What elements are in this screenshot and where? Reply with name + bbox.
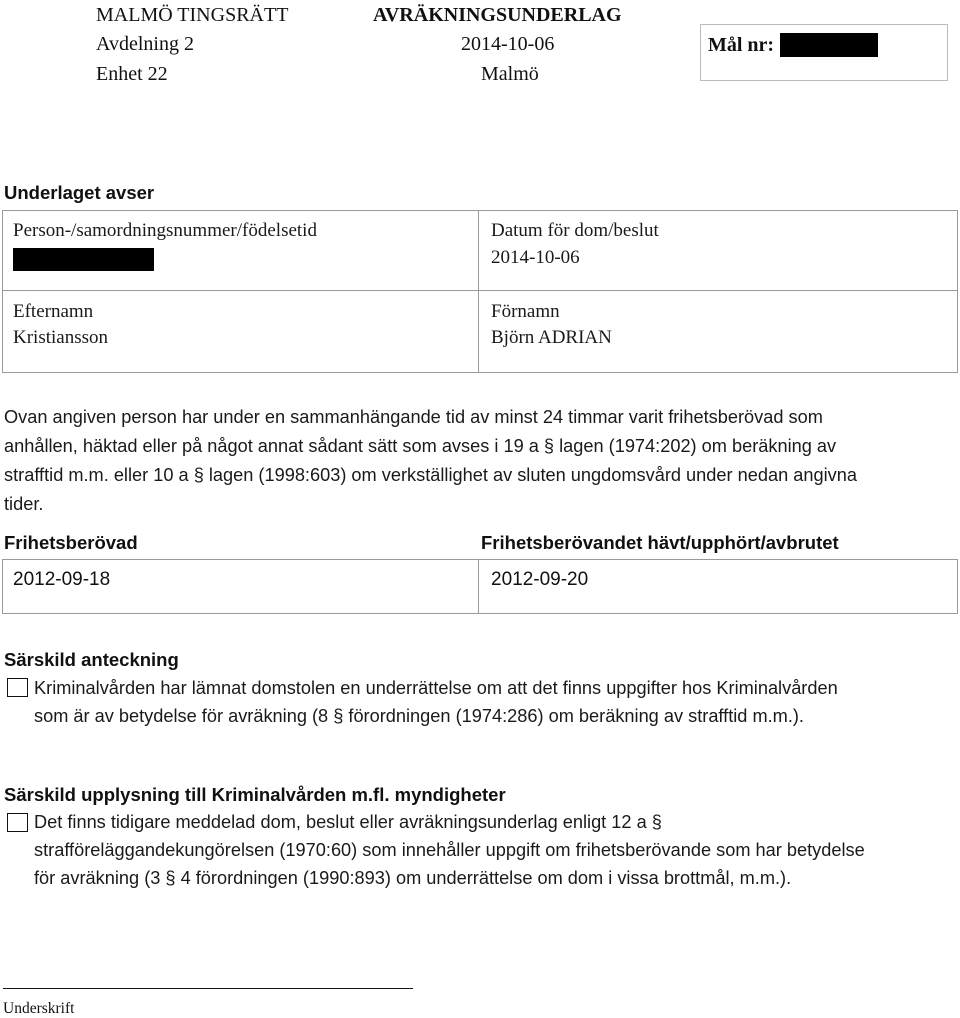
statement-line: strafftid m.m. eller 10 a § lagen (1998:603) om verkställighet av sluten ungdomsvård under nedan angivna	[4, 465, 857, 485]
special-info-text-line: strafföreläggandekungörelsen (1970:60) som innehåller uppgift om frihetsberövande som har betydelse	[34, 840, 865, 860]
special-note-text-line: som är av betydelse för avräkning (8 § förordningen (1974:286) om beräkning av strafftid m.m.).	[34, 706, 804, 726]
decision-date-value: 2014-10-06	[491, 247, 580, 268]
firstname-label: Förnamn	[491, 301, 560, 322]
special-note-text-line: Kriminalvården har lämnat domstolen en underrättelse om att det finns uppgifter hos Kriminalvården	[34, 678, 838, 698]
statement-line: anhållen, häktad eller på något annat sådant sätt som avses i 19 a § lagen (1974:202) om beräkning av	[4, 436, 837, 456]
subject-table-divider-vertical	[478, 210, 479, 373]
case-number-box	[700, 24, 948, 81]
detention-to-value: 2012-09-20	[491, 569, 589, 590]
id-redaction	[13, 248, 154, 271]
special-note-heading: Särskild anteckning	[4, 649, 179, 670]
signature-label: Underskrift	[3, 1000, 75, 1017]
special-info-text-line: för avräkning (3 § 4 förordningen (1990:893) om underrättelse om dom i vissa brottmål, m.m.).	[34, 868, 792, 888]
statement-line: tider.	[4, 494, 44, 514]
special-note-checkbox[interactable]	[7, 678, 28, 697]
unit: Enhet 22	[96, 63, 168, 85]
special-info-checkbox[interactable]	[7, 813, 28, 832]
document-title: AVRÄKNINGSUNDERLAG	[373, 4, 622, 26]
period-table	[2, 559, 958, 614]
header-date: 2014-10-06	[461, 33, 555, 55]
signature-line	[3, 988, 413, 989]
subject-heading: Underlaget avser	[4, 182, 155, 203]
period-table-divider	[478, 559, 479, 614]
detention-from-label: Frihetsberövad	[4, 532, 138, 553]
case-number-redaction	[780, 33, 878, 57]
city: Malmö	[481, 63, 539, 85]
case-number-label: Mål nr:	[708, 34, 775, 56]
court-name: MALMÖ TINGSRÄTT	[96, 4, 289, 26]
statement-line: Ovan angiven person har under en sammanhängande tid av minst 24 timmar varit frihetsberövad som	[4, 407, 823, 427]
detention-to-label: Frihetsberövandet hävt/upphört/avbrutet	[481, 532, 839, 553]
surname-label: Efternamn	[13, 301, 94, 322]
division: Avdelning 2	[96, 33, 194, 55]
detention-from-value: 2012-09-18	[13, 569, 111, 590]
special-info-heading: Särskild upplysning till Kriminalvården m.fl. myndigheter	[4, 784, 506, 805]
id-label: Person-/samordningsnummer/födelsetid	[13, 220, 317, 241]
firstname-value: Björn ADRIAN	[491, 327, 612, 348]
decision-date-label: Datum för dom/beslut	[491, 220, 659, 241]
subject-table-divider-horizontal	[2, 290, 958, 291]
special-info-text-line: Det finns tidigare meddelad dom, beslut eller avräkningsunderlag enligt 12 a §	[34, 812, 662, 832]
surname-value: Kristiansson	[13, 327, 108, 348]
statement-paragraph	[4, 403, 857, 519]
